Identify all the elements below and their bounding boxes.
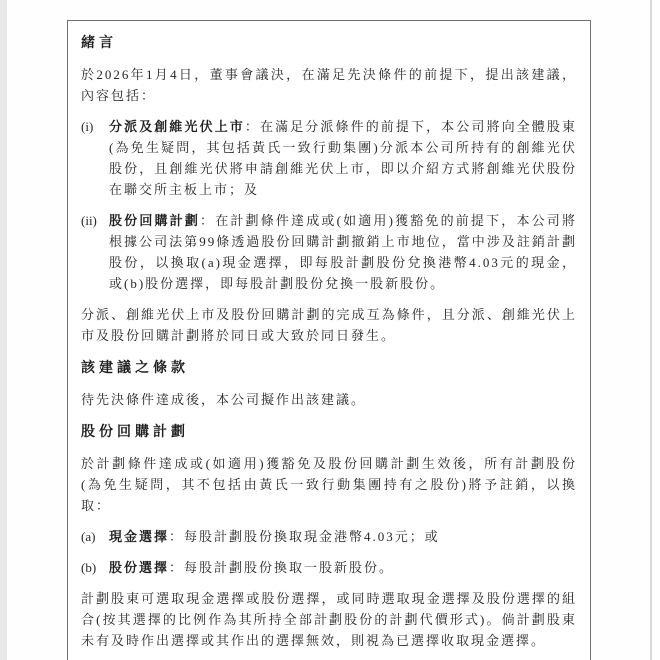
- option-item-b: [81, 557, 577, 578]
- item-separator: ：: [169, 529, 185, 544]
- item-term: 股份回購計劃: [109, 213, 201, 228]
- proposal-terms-paragraph: 待先決條件達成後，本公司擬作出該建議。: [81, 392, 367, 407]
- page-right-edge: [650, 0, 652, 660]
- list-item-i: [81, 116, 577, 200]
- item-label: (a): [81, 529, 96, 544]
- intro-paragraph: 於2026年1月4日，董事會議決，在滿足先決條件的前提下，提出該建議，內容包括：: [81, 67, 577, 103]
- item-separator: ：: [244, 119, 260, 134]
- content-border-box: [67, 20, 591, 660]
- item-separator: ：: [169, 560, 185, 575]
- item-label: (b): [81, 560, 97, 575]
- item-term: 現金選擇: [109, 529, 170, 544]
- item-body-text: 每股計劃股份換取一股新股份。: [184, 560, 395, 575]
- item-term: 股份選擇: [109, 560, 170, 575]
- item-text: [109, 557, 577, 578]
- page-left-edge: [0, 0, 7, 660]
- buyback-paragraph: 於計劃條件達成或(如適用)獲豁免及股份回購計劃生效後，所有計劃股份(為免生疑問，其不包括由黃氏一致行動集團持有之股份)將予註銷，以換取：: [81, 456, 577, 513]
- interdependence-paragraph: 分派、創維光伏上市及股份回購計劃的完成互為條件，且分派、創維光伏上市及股份回購計劃將於同日或大致於同日發生。: [81, 307, 577, 343]
- item-text: [109, 210, 577, 294]
- item-term: 分派及創維光伏上市: [109, 119, 245, 134]
- list-item-ii: [81, 210, 577, 294]
- item-label: (i): [81, 119, 94, 134]
- item-body-text: 每股計劃股份換取現金港幣4.03元；或: [184, 529, 440, 544]
- item-text: [109, 526, 577, 547]
- item-separator: ：: [200, 213, 216, 228]
- item-body-text: 在滿足分派條件的前提下，本公司將向全體股東(為免生疑問，其包括黃氏一致行動集團)分派本公司所持有的創維光伏股份，且創維光伏將申請創維光伏上市，即以介紹方式將創維光伏股份在聯交所主板上市；及: [109, 119, 577, 197]
- item-text: [109, 116, 577, 200]
- item-label: (ii): [81, 213, 97, 228]
- election-paragraph: 計劃股東可選取現金選擇或股份選擇，或同時選取現金選擇及股份選擇的組合(按其選擇的比例作為其所持全部計劃股份的計劃代價形式)。倘計劃股東未有及時作出選擇或其作出的選擇無效，則視為已選擇收取現金選擇。: [81, 591, 577, 648]
- item-body-text: 在計劃條件達成或(如適用)獲豁免的前提下，本公司將根據公司法第99條透過股份回購計劃撤銷上市地位，當中涉及註銷計劃股份，以換取(a)現金選擇，即每股計劃股份兌換港幣4.03元的現金，或(b)股份選擇，即每股計劃股份兌換一股新股份。: [109, 213, 577, 291]
- heading-introduction: 緒言: [81, 36, 117, 51]
- option-item-a: [81, 526, 577, 547]
- heading-proposal-terms: 該建議之條款: [81, 361, 189, 376]
- heading-share-buyback-plan: 股份回購計劃: [81, 425, 189, 440]
